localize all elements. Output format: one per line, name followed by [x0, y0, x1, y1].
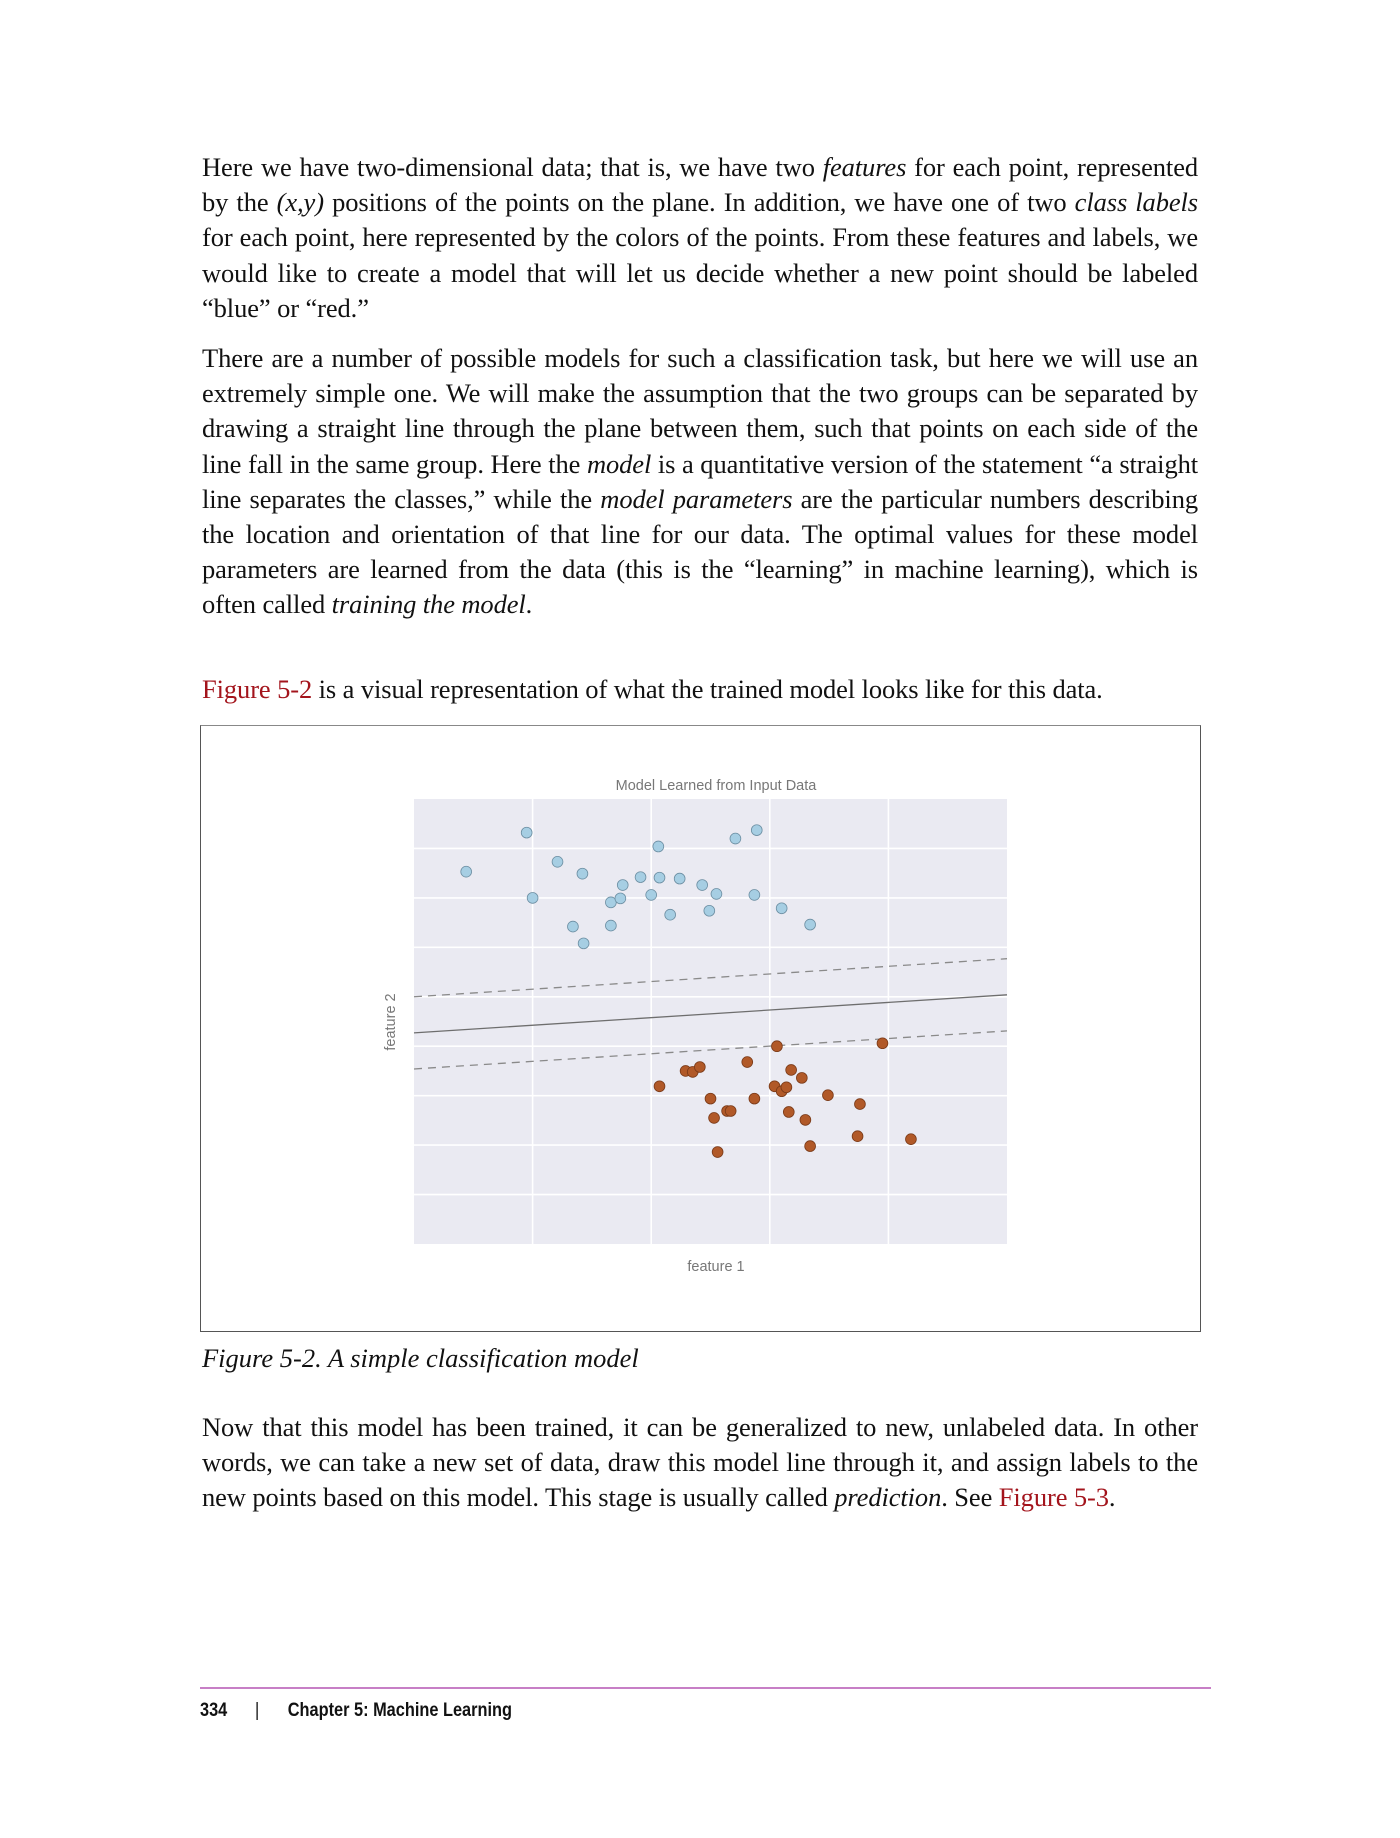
figure-5-2-link[interactable]: Figure 5-2: [202, 674, 313, 704]
red-data-point: [725, 1106, 736, 1117]
blue-data-point: [615, 893, 626, 904]
blue-data-point: [805, 919, 816, 930]
blue-data-point: [577, 868, 588, 879]
red-data-point: [855, 1099, 866, 1110]
figure-5-3-link[interactable]: Figure 5-3: [998, 1482, 1109, 1513]
red-data-point: [796, 1072, 807, 1083]
text: Here we have two-dimensional data; that is, we have two: [202, 152, 823, 182]
red-data-point: [805, 1141, 816, 1152]
emphasis: class labels: [1074, 187, 1198, 218]
blue-data-point: [665, 909, 676, 920]
blue-data-point: [749, 890, 760, 901]
blue-data-point: [776, 903, 787, 914]
blue-data-point: [578, 938, 589, 949]
blue-data-point: [605, 920, 616, 931]
red-data-point: [772, 1041, 783, 1052]
blue-data-point: [521, 827, 532, 838]
red-data-point: [823, 1090, 834, 1101]
emphasis: model: [586, 448, 652, 479]
red-data-point: [712, 1147, 723, 1158]
red-data-point: [783, 1107, 794, 1118]
paragraph-prediction: [202, 1410, 1198, 1516]
emphasis: prediction: [834, 1482, 942, 1513]
blue-data-point: [646, 890, 657, 901]
blue-data-point: [635, 872, 646, 883]
red-data-point: [906, 1134, 917, 1145]
emphasis: model parameters: [600, 483, 793, 514]
red-data-point: [694, 1062, 705, 1073]
chapter-title: Chapter 5: Machine Learning: [287, 1700, 512, 1721]
text: positions of the points on the plane. In addition, we have one of two: [323, 187, 1075, 218]
blue-data-point: [654, 872, 665, 883]
blue-data-point: [704, 905, 715, 916]
text: .: [525, 589, 533, 620]
footer-divider: [200, 1687, 1211, 1689]
text: is a visual representation of what the trained model looks like for this data.: [312, 674, 1103, 704]
text: . See: [941, 1482, 999, 1513]
blue-data-point: [674, 873, 685, 884]
plot-area: [414, 799, 1007, 1244]
blue-data-point: [697, 880, 708, 891]
chart-title: Model Learned from Input Data: [615, 778, 817, 794]
text: for each point, here represented by the colors of the points. From these features and labels, we would like to create a model that will let us decide whether a new point should be labeled “blue” or “red.”: [202, 222, 1198, 323]
red-data-point: [786, 1065, 797, 1076]
red-data-point: [877, 1038, 888, 1049]
x-axis-label: feature 1: [687, 1259, 745, 1275]
red-data-point: [749, 1093, 760, 1104]
red-data-point: [781, 1082, 792, 1093]
emphasis: features: [822, 152, 907, 182]
text: is a quantitative version of the statement “a straight line separates the classes,” while the: [202, 448, 1199, 514]
red-data-point: [654, 1081, 665, 1092]
red-data-point: [852, 1131, 863, 1142]
red-data-point: [742, 1057, 753, 1068]
emphasis: training the model: [331, 589, 526, 620]
text: .: [1108, 1482, 1116, 1513]
emphasis: (x,y): [276, 187, 324, 218]
blue-data-point: [461, 866, 472, 877]
text: are the particular numbers describing the location and orientation of that line for our data. The optimal values for these model parameters are learned from the data (this is the “learning” in machine learning), which is often called: [202, 483, 1198, 620]
figure-caption: Figure 5-2. A simple classification model: [202, 1343, 639, 1373]
page-footer: [200, 1700, 512, 1726]
red-data-point: [800, 1114, 811, 1125]
text: There are a number of possible models for such a classification task, but here we will use an extremely simple one. We will make the assumption that the two groups can be separated by drawing a straight line through the plane between them, such that points on each side of the line fall in the same group. Here the: [202, 343, 1198, 479]
red-data-point: [709, 1113, 720, 1124]
footer-separator: |: [255, 1700, 260, 1721]
y-axis-label: feature 2: [383, 993, 399, 1051]
blue-data-point: [653, 841, 664, 852]
red-data-point: [705, 1093, 716, 1104]
text: Now that this model has been trained, it can be generalized to new, unlabeled data. In other words, we can take a new set of data, draw this model line through it, and assign labels to the new points based on this model. This stage is usually called: [202, 1412, 1198, 1513]
blue-data-point: [527, 892, 538, 903]
blue-data-point: [751, 825, 762, 836]
blue-data-point: [730, 833, 741, 844]
blue-data-point: [617, 880, 628, 891]
text: for each point, represented by the: [202, 152, 1199, 218]
blue-data-point: [552, 856, 563, 867]
blue-data-point: [711, 889, 722, 900]
page-number: 334: [200, 1700, 228, 1721]
blue-data-point: [568, 921, 579, 932]
